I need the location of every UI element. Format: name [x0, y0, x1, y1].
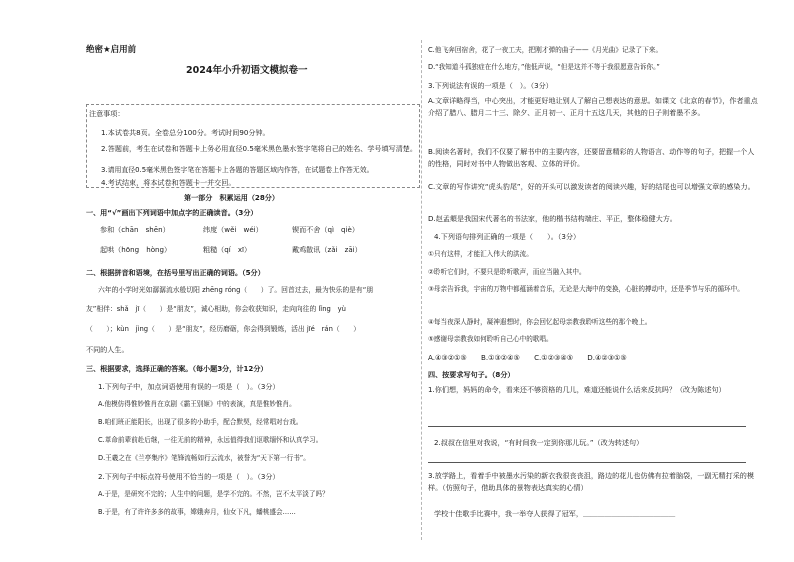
q3-option: C.他飞奔回宿舍，花了一夜工夫，把刚才弹的曲子——《月光曲》记录了下来。 — [428, 46, 663, 54]
q2-line: 六年的小学时光如潺潺流水般切阳 zhēng róng（ ）了。回首过去，最为快乐的是有“朋 — [98, 286, 374, 294]
q1-item: 锲而不舍（qì qiè） — [292, 225, 359, 234]
q3-option: D.“我知道斗孤独症在什么地方，”他低声说，“但是这并不等于我很愿意告诉你。” — [428, 63, 660, 71]
notice-item: 1.本试卷共8页。全卷总分100分。考试时间90分钟。 — [101, 128, 270, 137]
q4-item: 2.叔叔在信里对我说，“有时间我一定到你那儿玩。”（改为转述句） — [434, 438, 644, 447]
q3-option: A.于是，是研究不完的；人生中的问题，是学不完的。不然，岂不太平淡了吗？ — [98, 490, 329, 498]
q1-item: 粗糙（qí xī） — [203, 245, 252, 254]
q4-item: 3.放学路上，看着手中被墨水污染的新衣我很丧丧沮，路边的花儿也仿佛有拉着脑袋，一副无精打采的模样。（仿照句子，借助具体的景物表达真实的心情） — [428, 471, 754, 492]
part1-heading: 第一部分 积累运用（28分） — [184, 193, 279, 202]
q3-sub: 1.下列句子中，加点词语使用有误的一项是（ ）。（3分） — [98, 382, 280, 391]
q3-sub: 4.下列语句排列正确的一项是（ ）。（3分） — [434, 232, 581, 241]
sequence-item: ⑤感谢母亲教我如何聆听自己心中的歌唱。 — [428, 335, 553, 343]
q4-heading: 四、按要求写句子。（8分） — [428, 370, 515, 379]
q2-stem: 二、根据拼音和语境，在括号里写出正确的词语。（5分） — [86, 268, 265, 277]
q3-sub: 2.下列句子中标点符号使用不恰当的一项是（ ）。（3分） — [98, 472, 280, 481]
q3-option: B.阅读名著时，我们不仅要了解书中的主要内容，还要留意精彩的人物语言、动作等的句子，把握一个人的性格，同时对书中人物做出客观、立体的评价。 — [428, 147, 755, 168]
q3-option: D.赵孟頫是我国宋代著名的书法家，他的楷书结构端庄、平正，整体稳健大方。 — [428, 214, 677, 223]
q2-line: 友”相伴：shǎ jī（ ）是“朋友”，诚心相助，你会收获知识，走向向往的 lǐng yù — [86, 305, 346, 313]
answer-choices: A.④③②①⑤ B.①③②④⑤ C.①②③④⑤ D.④②③①⑤ — [428, 353, 627, 362]
sequence-item: ③母亲告诉我，宇宙的万物中都蕴涵着音乐，无论是大海中的变换，心脏的搏动中，还是季节与乐的循环中。 — [428, 285, 744, 293]
q2-line: 不同的人生。 — [86, 345, 129, 354]
notice-item: 2.答题前，考生在试卷和答题卡上务必用直径0.5毫米黑色墨水签字笔将自己的姓名、学号填写清楚。 — [101, 144, 417, 153]
q3-option: B.于是，有了许许多多的故事，嫦娥奔月，仙女下凡，蟠桃盛会…… — [98, 508, 296, 516]
notice-item: 3.请用直径0.5毫米黑色签字笔在答题卡上各题的答题区域内作答，在试题卷上作答无效。 — [101, 166, 374, 174]
q2-line: （ ）；kùn jìng（ ）是“朋友”，经历磨砺，你会得到锻炼，活出 jīé rán（ ） — [86, 325, 361, 333]
sequence-item: ②聆听它们时，不要只是聆听歌声，而应当融入其中。 — [428, 268, 586, 276]
sequence-item: ④每当夜深人静时，凝神遐想时，你会回忆起母亲教我聆听这些的那个晚上。 — [428, 318, 652, 326]
q3-option: A.文章详略得当，中心突出，才能更好地让别人了解自己想表达的意思。如课文《北京的春节》，作者重点介绍了腊八、腊月二十三、除夕、正月初一、正月十五这几天，其他的日子则着墨不多。 — [428, 96, 758, 117]
q4-fill-line[interactable]: 学校十佳歌手比赛中，我一举夺人获得了冠军，＿＿＿＿＿＿＿＿＿＿＿＿＿ — [434, 509, 676, 518]
q1-item: 参和（chān shēn） — [100, 225, 170, 234]
q3-option: A.他模仿得惟妙惟肖在京剧《霸王别姬》中的表演，真是惟妙惟肖。 — [98, 400, 296, 408]
page-title: 2024年小升初语文模拟卷一 — [186, 65, 308, 76]
q3-sub: 3.下列说法有误的一项是（ ）。（3分） — [428, 81, 553, 90]
answer-line[interactable] — [428, 462, 746, 463]
q1-item: 戴鸡散讯（zǎi zāi） — [292, 245, 362, 254]
q1-stem: 一、用“√”画出下列词语中加点字的正确读音。（3分） — [86, 208, 258, 217]
confidential-label: 绝密★启用前 — [86, 45, 137, 55]
q3-option: B.咱们班正能阳长，出现了很多的小助手，配合默契，经常唱对台戏。 — [98, 418, 303, 426]
q3-stem: 三、根据要求，选择正确的答案。（每小题3分，计12分） — [86, 364, 268, 373]
column-divider — [421, 40, 422, 540]
q3-option: C.革命前辈前赴后继，一往无前的精神，永远值得我们讴歌缅怀和认真学习。 — [98, 436, 323, 444]
q4-item: 1.你们想，妈妈的命令，看来还不够资格的几儿，难道还能说什么话来反抗吗？（改为陈述句） — [428, 385, 726, 394]
q1-item: 纬度（wěi wéi） — [203, 225, 263, 234]
q1-item: 起哄（hōng hòng） — [100, 245, 172, 254]
notice-heading: 注意事项： — [89, 109, 125, 118]
answer-line[interactable] — [428, 426, 746, 427]
sequence-item: ①只有这样，才能汇入伟大的洪流。 — [428, 250, 533, 258]
notice-item: 4.考试结束，将本试卷和答题卡一并交回。 — [101, 178, 236, 187]
q3-option: D.王羲之在《兰亭集序》笔锋流畅如行云流水，被誉为“天下第一行书”。 — [98, 454, 310, 462]
q3-option: C.文章的写作讲究“虎头豹尾”，好的开头可以激发读者的阅读兴趣，好的结尾也可以增强文章的感染力。 — [428, 182, 755, 191]
